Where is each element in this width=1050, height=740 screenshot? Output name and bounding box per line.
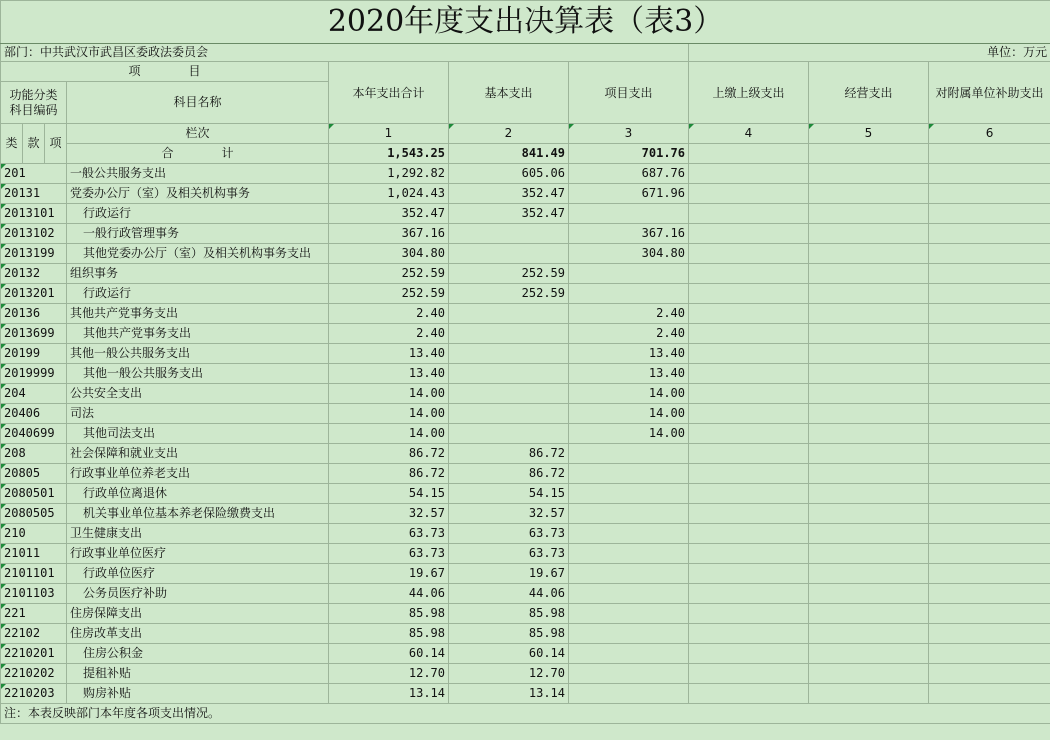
row-value-col-4[interactable] [689,284,809,304]
row-value-col-5[interactable] [809,544,929,564]
row-subject-name[interactable]: 其他共产党事务支出 [67,304,329,324]
row-code[interactable]: 2080501 [1,484,67,504]
row-subject-name[interactable]: 党委办公厅（室）及相关机构事务 [67,184,329,204]
row-value-col-1[interactable]: 85.98 [329,604,449,624]
row-subject-name[interactable]: 行政运行 [67,204,329,224]
row-value-col-3[interactable]: 14.00 [569,424,689,444]
row-value-col-2[interactable]: 85.98 [449,624,569,644]
row-code[interactable]: 2210203 [1,684,67,704]
row-value-col-6[interactable] [929,284,1050,304]
row-code[interactable]: 20805 [1,464,67,484]
row-value-col-1[interactable]: 252.59 [329,264,449,284]
row-code[interactable]: 2101103 [1,584,67,604]
row-value-col-1[interactable]: 63.73 [329,544,449,564]
row-value-col-1[interactable]: 14.00 [329,384,449,404]
department-label[interactable]: 部门：中共武汉市武昌区委政法委员会 [1,44,689,62]
header-lei[interactable]: 类 [1,124,23,164]
row-value-col-5[interactable] [809,604,929,624]
row-value-col-3[interactable] [569,584,689,604]
row-value-col-2[interactable]: 605.06 [449,164,569,184]
row-subject-name[interactable]: 司法 [67,404,329,424]
table-row [1,164,1050,184]
row-value-col-3[interactable] [569,564,689,584]
row-value-col-5[interactable] [809,184,929,204]
row-value-col-4[interactable] [689,164,809,184]
row-value-col-1[interactable]: 1,024.43 [329,184,449,204]
row-value-col-5[interactable] [809,444,929,464]
row-value-col-5[interactable] [809,424,929,444]
table-row [1,404,1050,424]
row-value-col-6[interactable] [929,544,1050,564]
header-col-5[interactable]: 经营支出 [809,62,929,124]
row-value-col-4[interactable] [689,684,809,704]
row-code[interactable]: 221 [1,604,67,624]
row-value-col-2[interactable]: 60.14 [449,644,569,664]
row-subject-name[interactable]: 行政运行 [67,284,329,304]
row-value-col-2[interactable]: 32.57 [449,504,569,524]
row-code[interactable]: 21011 [1,544,67,564]
row-value-col-1[interactable]: 13.14 [329,684,449,704]
row-value-col-1[interactable]: 13.40 [329,364,449,384]
row-value-col-4[interactable] [689,464,809,484]
row-value-col-1[interactable]: 252.59 [329,284,449,304]
table-row [1,564,1050,584]
row-value-col-1[interactable]: 86.72 [329,464,449,484]
table-row [1,684,1050,704]
table-row [1,664,1050,684]
row-code[interactable]: 20199 [1,344,67,364]
table-row [1,344,1050,364]
row-value-col-4[interactable] [689,444,809,464]
row-value-col-6[interactable] [929,424,1050,444]
row-value-col-5[interactable] [809,204,929,224]
row-code[interactable]: 2210202 [1,664,67,684]
row-value-col-2[interactable]: 352.47 [449,184,569,204]
row-value-col-3[interactable] [569,624,689,644]
row-subject-name[interactable]: 一般行政管理事务 [67,224,329,244]
row-value-col-2[interactable] [449,244,569,264]
row-subject-name[interactable]: 其他党委办公厅（室）及相关机构事务支出 [67,244,329,264]
row-value-col-5[interactable] [809,404,929,424]
row-value-col-5[interactable] [809,624,929,644]
row-value-col-1[interactable]: 352.47 [329,204,449,224]
row-value-col-4[interactable] [689,484,809,504]
row-subject-name[interactable]: 提租补贴 [67,664,329,684]
row-value-col-2[interactable]: 54.15 [449,484,569,504]
row-value-col-3[interactable]: 671.96 [569,184,689,204]
total-label[interactable]: 合 计 [67,144,329,164]
row-value-col-3[interactable] [569,464,689,484]
row-value-col-3[interactable] [569,604,689,624]
row-code[interactable]: 210 [1,524,67,544]
total-col-1[interactable]: 1,543.25 [329,144,449,164]
row-value-col-1[interactable]: 12.70 [329,664,449,684]
row-value-col-2[interactable] [449,404,569,424]
row-value-col-2[interactable]: 85.98 [449,604,569,624]
row-value-col-1[interactable]: 14.00 [329,404,449,424]
row-code[interactable]: 2040699 [1,424,67,444]
row-value-col-6[interactable] [929,524,1050,544]
row-value-col-6[interactable] [929,664,1050,684]
row-value-col-4[interactable] [689,264,809,284]
row-value-col-1[interactable]: 60.14 [329,644,449,664]
row-value-col-3[interactable]: 13.40 [569,364,689,384]
row-value-col-2[interactable]: 63.73 [449,544,569,564]
row-value-col-6[interactable] [929,304,1050,324]
row-value-col-5[interactable] [809,304,929,324]
row-value-col-1[interactable]: 44.06 [329,584,449,604]
row-value-col-5[interactable] [809,484,929,504]
row-value-col-3[interactable] [569,524,689,544]
header-xiang[interactable]: 项 [45,124,67,164]
row-code[interactable]: 201 [1,164,67,184]
row-value-col-2[interactable] [449,364,569,384]
row-value-col-4[interactable] [689,204,809,224]
col-number-1[interactable]: 1 [329,124,449,144]
row-value-col-6[interactable] [929,484,1050,504]
row-subject-name[interactable]: 其他一般公共服务支出 [67,364,329,384]
row-code[interactable]: 2019999 [1,364,67,384]
table-note[interactable]: 注：本表反映部门本年度各项支出情况。 [1,704,1050,724]
row-subject-name[interactable]: 其他共产党事务支出 [67,324,329,344]
row-value-col-6[interactable] [929,384,1050,404]
total-col-4[interactable] [689,144,809,164]
row-value-col-1[interactable]: 85.98 [329,624,449,644]
row-value-col-2[interactable] [449,424,569,444]
total-col-2[interactable]: 841.49 [449,144,569,164]
row-value-col-3[interactable] [569,264,689,284]
row-value-col-6[interactable] [929,604,1050,624]
row-value-col-5[interactable] [809,344,929,364]
row-code[interactable]: 20136 [1,304,67,324]
row-value-col-5[interactable] [809,264,929,284]
row-subject-name[interactable]: 行政单位离退休 [67,484,329,504]
header-col-2[interactable]: 基本支出 [449,62,569,124]
row-value-col-6[interactable] [929,584,1050,604]
table-row [1,484,1050,504]
row-value-col-1[interactable]: 14.00 [329,424,449,444]
row-value-col-3[interactable]: 14.00 [569,404,689,424]
table-row [1,304,1050,324]
unit-label[interactable]: 单位：万元 [689,44,1050,62]
row-value-col-6[interactable] [929,264,1050,284]
header-col-1[interactable]: 本年支出合计 [329,62,449,124]
row-value-col-5[interactable] [809,224,929,244]
row-code[interactable]: 20406 [1,404,67,424]
table-row [1,444,1050,464]
row-value-col-4[interactable] [689,304,809,324]
row-value-col-2[interactable] [449,384,569,404]
row-subject-name[interactable]: 公共安全支出 [67,384,329,404]
row-value-col-6[interactable] [929,364,1050,384]
row-code[interactable]: 20132 [1,264,67,284]
row-value-col-2[interactable]: 19.67 [449,564,569,584]
row-value-col-2[interactable]: 252.59 [449,264,569,284]
row-value-col-1[interactable]: 367.16 [329,224,449,244]
row-subject-name[interactable]: 住房改革支出 [67,624,329,644]
table-row [1,544,1050,564]
row-subject-name[interactable]: 行政事业单位医疗 [67,544,329,564]
row-value-col-5[interactable] [809,244,929,264]
table-row [1,504,1050,524]
row-value-col-2[interactable]: 13.14 [449,684,569,704]
row-value-col-3[interactable]: 367.16 [569,224,689,244]
row-value-col-2[interactable]: 252.59 [449,284,569,304]
row-value-col-6[interactable] [929,444,1050,464]
row-value-col-5[interactable] [809,284,929,304]
row-value-col-2[interactable]: 352.47 [449,204,569,224]
row-value-col-2[interactable]: 63.73 [449,524,569,544]
row-value-col-4[interactable] [689,604,809,624]
row-value-col-4[interactable] [689,644,809,664]
table-row [1,284,1050,304]
row-value-col-4[interactable] [689,524,809,544]
row-value-col-3[interactable]: 304.80 [569,244,689,264]
header-project[interactable]: 项 目 [1,62,329,82]
row-value-col-6[interactable] [929,204,1050,224]
row-code[interactable]: 2101101 [1,564,67,584]
row-value-col-5[interactable] [809,164,929,184]
col-number-3[interactable]: 3 [569,124,689,144]
row-value-col-1[interactable]: 86.72 [329,444,449,464]
row-value-col-5[interactable] [809,384,929,404]
table-row [1,644,1050,664]
row-value-col-4[interactable] [689,384,809,404]
row-value-col-6[interactable] [929,244,1050,264]
row-value-col-4[interactable] [689,624,809,644]
row-code[interactable]: 2210201 [1,644,67,664]
header-func-code[interactable]: 功能分类科目编码 [1,82,67,124]
table-row [1,604,1050,624]
row-value-col-1[interactable]: 1,292.82 [329,164,449,184]
row-value-col-4[interactable] [689,664,809,684]
row-value-col-6[interactable] [929,464,1050,484]
row-value-col-2[interactable]: 44.06 [449,584,569,604]
table-row [1,224,1050,244]
row-value-col-5[interactable] [809,644,929,664]
total-col-6[interactable] [929,144,1050,164]
row-value-col-1[interactable]: 19.67 [329,564,449,584]
row-value-col-2[interactable]: 86.72 [449,444,569,464]
col-number-4[interactable]: 4 [689,124,809,144]
table-row [1,524,1050,544]
row-subject-name[interactable]: 组织事务 [67,264,329,284]
row-value-col-5[interactable] [809,684,929,704]
table-row [1,624,1050,644]
row-value-col-5[interactable] [809,464,929,484]
table-row [1,184,1050,204]
col-number-5[interactable]: 5 [809,124,929,144]
row-value-col-2[interactable] [449,304,569,324]
row-value-col-2[interactable]: 86.72 [449,464,569,484]
row-value-col-5[interactable] [809,364,929,384]
row-code[interactable]: 2013199 [1,244,67,264]
col-number-6[interactable]: 6 [929,124,1050,144]
row-subject-name[interactable]: 公务员医疗补助 [67,584,329,604]
header-col-4[interactable]: 上缴上级支出 [689,62,809,124]
row-subject-name[interactable]: 住房保障支出 [67,604,329,624]
row-value-col-5[interactable] [809,584,929,604]
row-value-col-3[interactable]: 14.00 [569,384,689,404]
row-value-col-6[interactable] [929,164,1050,184]
table-row [1,204,1050,224]
row-value-col-3[interactable] [569,484,689,504]
row-value-col-6[interactable] [929,224,1050,244]
row-value-col-4[interactable] [689,224,809,244]
row-value-col-4[interactable] [689,584,809,604]
row-value-col-5[interactable] [809,524,929,544]
row-value-col-2[interactable] [449,344,569,364]
row-value-col-4[interactable] [689,324,809,344]
row-subject-name[interactable]: 卫生健康支出 [67,524,329,544]
row-value-col-2[interactable] [449,324,569,344]
row-value-col-5[interactable] [809,664,929,684]
row-value-col-3[interactable]: 2.40 [569,304,689,324]
row-value-col-4[interactable] [689,344,809,364]
row-subject-name[interactable]: 其他一般公共服务支出 [67,344,329,364]
row-value-col-3[interactable]: 687.76 [569,164,689,184]
row-value-col-1[interactable]: 63.73 [329,524,449,544]
row-subject-name[interactable]: 行政单位医疗 [67,564,329,584]
row-value-col-6[interactable] [929,324,1050,344]
row-value-col-6[interactable] [929,684,1050,704]
row-value-col-4[interactable] [689,364,809,384]
table-row [1,464,1050,484]
row-value-col-4[interactable] [689,244,809,264]
row-value-col-5[interactable] [809,324,929,344]
row-value-col-4[interactable] [689,544,809,564]
row-value-col-3[interactable]: 2.40 [569,324,689,344]
row-value-col-5[interactable] [809,564,929,584]
row-subject-name[interactable]: 社会保障和就业支出 [67,444,329,464]
row-value-col-3[interactable] [569,444,689,464]
table-row [1,244,1050,264]
row-code[interactable]: 20131 [1,184,67,204]
row-subject-name[interactable]: 行政事业单位养老支出 [67,464,329,484]
row-value-col-4[interactable] [689,184,809,204]
row-value-col-6[interactable] [929,184,1050,204]
row-value-col-3[interactable] [569,544,689,564]
row-value-col-2[interactable] [449,224,569,244]
row-subject-name[interactable]: 其他司法支出 [67,424,329,444]
row-value-col-3[interactable] [569,284,689,304]
row-subject-name[interactable]: 购房补贴 [67,684,329,704]
table-row [1,264,1050,284]
header-subject-name[interactable]: 科目名称 [67,82,329,124]
row-subject-name[interactable]: 机关事业单位基本养老保险缴费支出 [67,504,329,524]
col-number-2[interactable]: 2 [449,124,569,144]
table-row [1,324,1050,344]
table-row [1,584,1050,604]
row-value-col-6[interactable] [929,404,1050,424]
row-code[interactable]: 208 [1,444,67,464]
row-value-col-1[interactable]: 304.80 [329,244,449,264]
row-value-col-6[interactable] [929,504,1050,524]
header-col-3[interactable]: 项目支出 [569,62,689,124]
row-subject-name[interactable]: 住房公积金 [67,644,329,664]
row-value-col-1[interactable]: 13.40 [329,344,449,364]
row-value-col-4[interactable] [689,564,809,584]
row-value-col-6[interactable] [929,644,1050,664]
table-row [1,364,1050,384]
row-value-col-1[interactable]: 2.40 [329,324,449,344]
row-code[interactable]: 204 [1,384,67,404]
row-code[interactable]: 2013201 [1,284,67,304]
row-value-col-3[interactable] [569,504,689,524]
row-value-col-3[interactable]: 13.40 [569,344,689,364]
row-value-col-6[interactable] [929,624,1050,644]
table-row [1,424,1050,444]
row-value-col-6[interactable] [929,344,1050,364]
table-row [1,384,1050,404]
row-value-col-4[interactable] [689,504,809,524]
row-value-col-1[interactable]: 32.57 [329,504,449,524]
row-value-col-3[interactable] [569,204,689,224]
row-code[interactable]: 2013102 [1,224,67,244]
header-col-6[interactable]: 对附属单位补助支出 [929,62,1050,124]
total-col-5[interactable] [809,144,929,164]
row-code[interactable]: 2013699 [1,324,67,344]
row-value-col-4[interactable] [689,404,809,424]
row-value-col-3[interactable] [569,684,689,704]
row-subject-name[interactable]: 一般公共服务支出 [67,164,329,184]
row-code[interactable]: 22102 [1,624,67,644]
header-kuan[interactable]: 款 [23,124,45,164]
row-code[interactable]: 2080505 [1,504,67,524]
row-value-col-2[interactable]: 12.70 [449,664,569,684]
row-value-col-4[interactable] [689,424,809,444]
table-title[interactable]: 2020年度支出决算表（表3） [1,1,1050,44]
row-value-col-6[interactable] [929,564,1050,584]
row-value-col-3[interactable] [569,644,689,664]
row-value-col-1[interactable]: 2.40 [329,304,449,324]
row-code[interactable]: 2013101 [1,204,67,224]
row-value-col-3[interactable] [569,664,689,684]
total-col-3[interactable]: 701.76 [569,144,689,164]
row-value-col-1[interactable]: 54.15 [329,484,449,504]
row-value-col-5[interactable] [809,504,929,524]
header-lanci[interactable]: 栏次 [67,124,329,144]
